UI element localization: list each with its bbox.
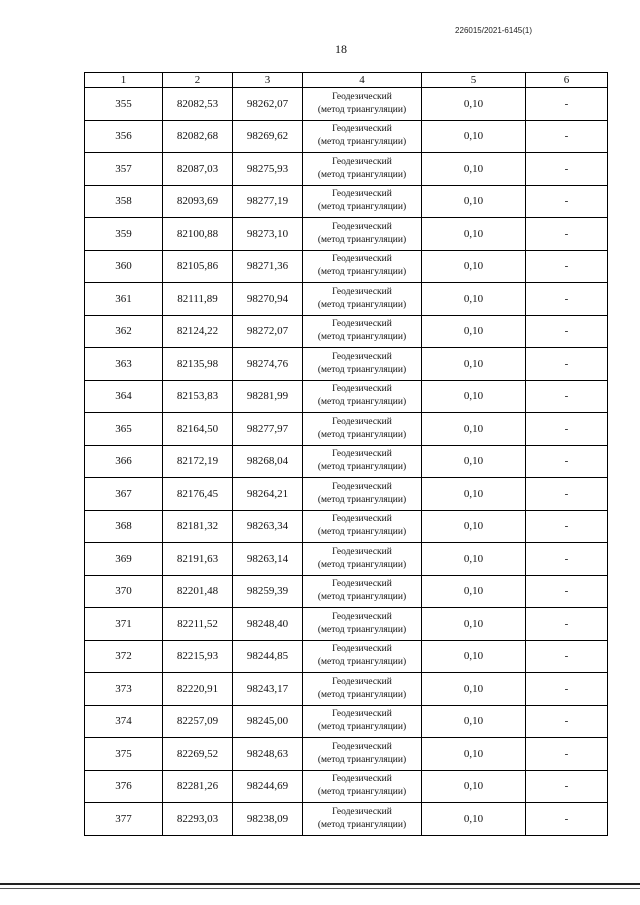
table-row: [85, 413, 608, 446]
table-row: [85, 608, 608, 641]
y-coordinate-cell: 98273,10: [233, 218, 303, 251]
method-line-2: (метод триангуляции): [317, 397, 407, 408]
y-coordinate-cell: 98259,39: [233, 575, 303, 608]
x-coordinate-cell: 82201,48: [163, 575, 233, 608]
table-row: [85, 185, 608, 218]
table-row: [85, 510, 608, 543]
x-coordinate-cell: 82176,45: [163, 478, 233, 511]
method-cell: [303, 478, 422, 511]
table-row: [85, 445, 608, 478]
column-header: 1: [85, 73, 163, 88]
method-cell: [303, 640, 422, 673]
method-line-1: Геодезический: [332, 449, 392, 460]
y-coordinate-cell: 98277,19: [233, 185, 303, 218]
method-line-1: Геодезический: [332, 156, 392, 167]
table-row: [85, 153, 608, 186]
table-row: [85, 640, 608, 673]
x-coordinate-cell: 82281,26: [163, 770, 233, 803]
method-line-2: (метод триангуляции): [317, 787, 407, 798]
method-line-1: Геодезический: [332, 709, 392, 720]
accuracy-cell: 0,10: [422, 283, 526, 316]
page-number: 18: [335, 42, 347, 56]
method-line-2: (метод триангуляции): [317, 657, 407, 668]
accuracy-cell: 0,10: [422, 640, 526, 673]
accuracy-cell: 0,10: [422, 543, 526, 576]
method-line-1: Геодезический: [332, 546, 392, 557]
method-line-1: Геодезический: [332, 774, 392, 785]
method-line-2: (метод триангуляции): [317, 332, 407, 343]
accuracy-cell: 0,10: [422, 575, 526, 608]
note-cell: -: [526, 218, 608, 251]
method-line-2: (метод триангуляции): [317, 754, 407, 765]
y-coordinate-cell: 98264,21: [233, 478, 303, 511]
table-row: [85, 120, 608, 153]
method-cell: [303, 445, 422, 478]
method-line-1: Геодезический: [332, 416, 392, 427]
x-coordinate-cell: 82111,89: [163, 283, 233, 316]
method-line-2: (метод триангуляции): [317, 234, 407, 245]
y-coordinate-cell: 98274,76: [233, 348, 303, 381]
table-header-row: [85, 73, 608, 88]
method-cell: [303, 510, 422, 543]
note-cell: -: [526, 738, 608, 771]
accuracy-cell: 0,10: [422, 88, 526, 121]
table-row: [85, 380, 608, 413]
note-cell: -: [526, 608, 608, 641]
table-row: [85, 250, 608, 283]
point-number-cell: 358: [85, 185, 163, 218]
note-cell: -: [526, 380, 608, 413]
table-row: [85, 673, 608, 706]
note-cell: -: [526, 478, 608, 511]
method-cell: [303, 88, 422, 121]
column-header: 6: [526, 73, 608, 88]
y-coordinate-cell: 98275,93: [233, 153, 303, 186]
x-coordinate-cell: 82105,86: [163, 250, 233, 283]
method-cell: [303, 120, 422, 153]
point-number-cell: 356: [85, 120, 163, 153]
y-coordinate-cell: 98263,14: [233, 543, 303, 576]
x-coordinate-cell: 82215,93: [163, 640, 233, 673]
method-line-1: Геодезический: [332, 514, 392, 525]
x-coordinate-cell: 82087,03: [163, 153, 233, 186]
point-number-cell: 374: [85, 705, 163, 738]
point-number-cell: 366: [85, 445, 163, 478]
accuracy-cell: 0,10: [422, 348, 526, 381]
y-coordinate-cell: 98245,00: [233, 705, 303, 738]
table-row: [85, 705, 608, 738]
point-number-cell: 362: [85, 315, 163, 348]
accuracy-cell: 0,10: [422, 705, 526, 738]
note-cell: -: [526, 185, 608, 218]
document-id: 226015/2021-6145(1): [455, 26, 532, 35]
note-cell: -: [526, 705, 608, 738]
method-cell: [303, 218, 422, 251]
x-coordinate-cell: 82191,63: [163, 543, 233, 576]
table-row: [85, 575, 608, 608]
method-line-1: Геодезический: [332, 741, 392, 752]
accuracy-cell: 0,10: [422, 608, 526, 641]
point-number-cell: 355: [85, 88, 163, 121]
point-number-cell: 375: [85, 738, 163, 771]
point-number-cell: 360: [85, 250, 163, 283]
accuracy-cell: 0,10: [422, 120, 526, 153]
x-coordinate-cell: 82269,52: [163, 738, 233, 771]
table-row: [85, 770, 608, 803]
column-header: 3: [233, 73, 303, 88]
method-cell: [303, 705, 422, 738]
method-line-2: (метод триангуляции): [317, 624, 407, 635]
method-line-2: (метод триангуляции): [317, 104, 407, 115]
y-coordinate-cell: 98281,99: [233, 380, 303, 413]
method-line-1: Геодезический: [332, 384, 392, 395]
column-header: 4: [303, 73, 422, 88]
method-line-2: (метод триангуляции): [317, 267, 407, 278]
accuracy-cell: 0,10: [422, 478, 526, 511]
table-row: [85, 218, 608, 251]
point-number-cell: 363: [85, 348, 163, 381]
method-line-1: Геодезический: [332, 221, 392, 232]
y-coordinate-cell: 98268,04: [233, 445, 303, 478]
method-line-2: (метод триангуляции): [317, 494, 407, 505]
accuracy-cell: 0,10: [422, 185, 526, 218]
note-cell: -: [526, 640, 608, 673]
method-line-1: Геодезический: [332, 189, 392, 200]
y-coordinate-cell: 98269,62: [233, 120, 303, 153]
method-cell: [303, 608, 422, 641]
accuracy-cell: 0,10: [422, 738, 526, 771]
accuracy-cell: 0,10: [422, 770, 526, 803]
method-cell: [303, 738, 422, 771]
table-row: [85, 803, 608, 836]
method-line-1: Геодезический: [332, 481, 392, 492]
method-line-1: Геодезический: [332, 644, 392, 655]
note-cell: -: [526, 803, 608, 836]
method-cell: [303, 185, 422, 218]
point-number-cell: 368: [85, 510, 163, 543]
point-number-cell: 371: [85, 608, 163, 641]
x-coordinate-cell: 82181,32: [163, 510, 233, 543]
method-line-1: Геодезический: [332, 124, 392, 135]
note-cell: -: [526, 575, 608, 608]
table-row: [85, 738, 608, 771]
note-cell: -: [526, 283, 608, 316]
x-coordinate-cell: 82211,52: [163, 608, 233, 641]
note-cell: -: [526, 445, 608, 478]
x-coordinate-cell: 82293,03: [163, 803, 233, 836]
method-line-2: (метод триангуляции): [317, 169, 407, 180]
point-number-cell: 364: [85, 380, 163, 413]
method-line-1: Геодезический: [332, 579, 392, 590]
method-line-1: Геодезический: [332, 286, 392, 297]
note-cell: -: [526, 88, 608, 121]
note-cell: -: [526, 510, 608, 543]
method-line-2: (метод триангуляции): [317, 364, 407, 375]
y-coordinate-cell: 98271,36: [233, 250, 303, 283]
y-coordinate-cell: 98244,69: [233, 770, 303, 803]
method-line-2: (метод триангуляции): [317, 462, 407, 473]
x-coordinate-cell: 82093,69: [163, 185, 233, 218]
accuracy-cell: 0,10: [422, 250, 526, 283]
method-cell: [303, 543, 422, 576]
table-row: [85, 478, 608, 511]
point-number-cell: 369: [85, 543, 163, 576]
method-line-1: Геодезический: [332, 611, 392, 622]
method-cell: [303, 575, 422, 608]
method-line-2: (метод триангуляции): [317, 722, 407, 733]
coordinates-table: [84, 72, 608, 836]
method-line-1: Геодезический: [332, 351, 392, 362]
y-coordinate-cell: 98244,85: [233, 640, 303, 673]
method-cell: [303, 153, 422, 186]
point-number-cell: 365: [85, 413, 163, 446]
accuracy-cell: 0,10: [422, 445, 526, 478]
method-line-1: Геодезический: [332, 676, 392, 687]
x-coordinate-cell: 82164,50: [163, 413, 233, 446]
accuracy-cell: 0,10: [422, 413, 526, 446]
footer-divider: [0, 888, 640, 889]
table-row: [85, 283, 608, 316]
method-line-2: (метод триангуляции): [317, 559, 407, 570]
point-number-cell: 367: [85, 478, 163, 511]
method-line-2: (метод триангуляции): [317, 819, 407, 830]
method-line-2: (метод триангуляции): [317, 429, 407, 440]
table-row: [85, 315, 608, 348]
accuracy-cell: 0,10: [422, 380, 526, 413]
point-number-cell: 359: [85, 218, 163, 251]
accuracy-cell: 0,10: [422, 153, 526, 186]
accuracy-cell: 0,10: [422, 218, 526, 251]
x-coordinate-cell: 82172,19: [163, 445, 233, 478]
table-row: [85, 88, 608, 121]
y-coordinate-cell: 98238,09: [233, 803, 303, 836]
method-line-1: Геодезический: [332, 91, 392, 102]
note-cell: -: [526, 120, 608, 153]
method-cell: [303, 673, 422, 706]
method-line-2: (метод триангуляции): [317, 137, 407, 148]
point-number-cell: 372: [85, 640, 163, 673]
y-coordinate-cell: 98248,40: [233, 608, 303, 641]
method-line-2: (метод триангуляции): [317, 689, 407, 700]
table-body: [85, 88, 608, 836]
point-number-cell: 376: [85, 770, 163, 803]
method-line-1: Геодезический: [332, 319, 392, 330]
method-cell: [303, 283, 422, 316]
method-line-2: (метод триангуляции): [317, 592, 407, 603]
method-cell: [303, 380, 422, 413]
table-row: [85, 543, 608, 576]
y-coordinate-cell: 98262,07: [233, 88, 303, 121]
y-coordinate-cell: 98248,63: [233, 738, 303, 771]
x-coordinate-cell: 82124,22: [163, 315, 233, 348]
point-number-cell: 370: [85, 575, 163, 608]
x-coordinate-cell: 82257,09: [163, 705, 233, 738]
note-cell: -: [526, 413, 608, 446]
method-cell: [303, 250, 422, 283]
note-cell: -: [526, 315, 608, 348]
x-coordinate-cell: 82153,83: [163, 380, 233, 413]
y-coordinate-cell: 98243,17: [233, 673, 303, 706]
note-cell: -: [526, 770, 608, 803]
column-header: 2: [163, 73, 233, 88]
method-cell: [303, 315, 422, 348]
method-line-1: Геодезический: [332, 254, 392, 265]
method-line-2: (метод триангуляции): [317, 202, 407, 213]
accuracy-cell: 0,10: [422, 510, 526, 543]
note-cell: -: [526, 153, 608, 186]
method-line-2: (метод триангуляции): [317, 299, 407, 310]
x-coordinate-cell: 82220,91: [163, 673, 233, 706]
method-cell: [303, 803, 422, 836]
x-coordinate-cell: 82100,88: [163, 218, 233, 251]
table-row: [85, 348, 608, 381]
accuracy-cell: 0,10: [422, 315, 526, 348]
point-number-cell: 357: [85, 153, 163, 186]
x-coordinate-cell: 82082,53: [163, 88, 233, 121]
note-cell: -: [526, 543, 608, 576]
note-cell: -: [526, 348, 608, 381]
point-number-cell: 377: [85, 803, 163, 836]
y-coordinate-cell: 98277,97: [233, 413, 303, 446]
y-coordinate-cell: 98263,34: [233, 510, 303, 543]
point-number-cell: 361: [85, 283, 163, 316]
column-header: 5: [422, 73, 526, 88]
method-cell: [303, 413, 422, 446]
y-coordinate-cell: 98270,94: [233, 283, 303, 316]
note-cell: -: [526, 250, 608, 283]
x-coordinate-cell: 82082,68: [163, 120, 233, 153]
note-cell: -: [526, 673, 608, 706]
method-cell: [303, 348, 422, 381]
method-line-1: Геодезический: [332, 806, 392, 817]
method-line-2: (метод триангуляции): [317, 527, 407, 538]
accuracy-cell: 0,10: [422, 803, 526, 836]
method-cell: [303, 770, 422, 803]
footer-divider: [0, 883, 640, 885]
point-number-cell: 373: [85, 673, 163, 706]
x-coordinate-cell: 82135,98: [163, 348, 233, 381]
y-coordinate-cell: 98272,07: [233, 315, 303, 348]
accuracy-cell: 0,10: [422, 673, 526, 706]
